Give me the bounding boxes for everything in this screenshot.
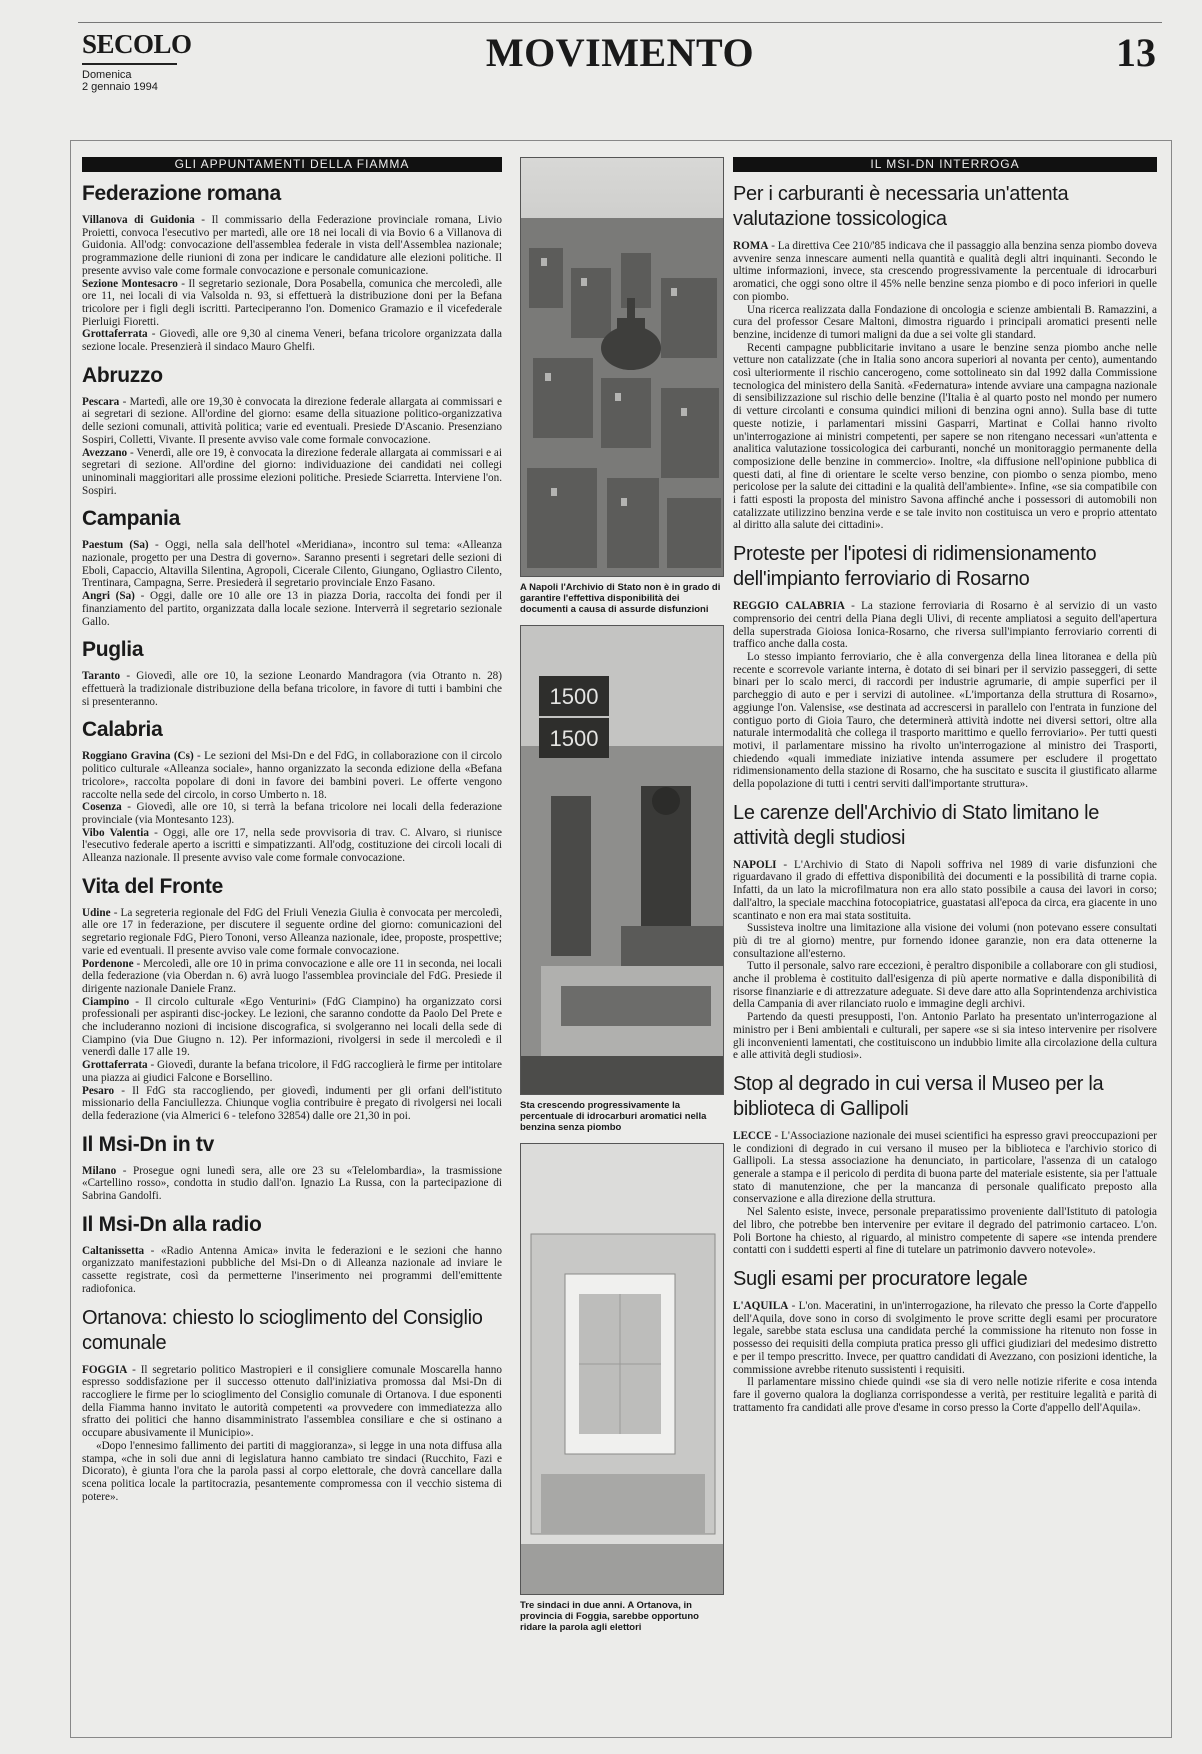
notice-place: Pesaro [82,1084,115,1097]
article-headline: Ortanova: chiesto lo scioglimento del Consiglio comunale [82,1306,483,1354]
notice-item [82,328,502,353]
article-dateline: ROMA [733,240,769,252]
article-dateline: L'AQUILA [733,1300,789,1312]
notice-text: - «Radio Antenna Amica» invita le federazioni e le sezioni che hanno organizzato manifestazioni pubbliche del Msi-Dn o di Alleanza nazionale ad inviare le cassette registrate, così da permetterne l'inserimento nei programmi dell'emittente radiofonica. [82,1244,502,1295]
notice-text: - Martedì, alle ore 19,30 è convocata la direzione federale allargata ai commissari e ai segretari di sezione. All'ordine del giorno: esame della situazione politico-organizzativa delle sezioni comunali, attività politica; varie ed eventuali. Presiede D'Ascanio. Presenziano Sospiri, Colletti, Vivante. Il presente avviso vale come formale convocazione. [82,395,502,446]
price-sign-1: 1500 [549,684,599,709]
notice-place: Grottaferrata [82,328,148,341]
masthead [78,22,1162,93]
column-banner: GLI APPUNTAMENTI DELLA FIAMMA [82,157,502,172]
section-title: MOVIMENTO [485,30,755,75]
section-body [82,670,502,708]
notice-item [82,1245,502,1296]
article-paragraph: Una ricerca realizzata dalla Fondazione di oncologia e scienze ambientali B. Ramazzini, a cura del professor Cesare Maltoni, dimostra riguardo i principali aromatici presenti nelle benzine, incidenze di tumori maligni da due a sei volte gli standard. [733,303,1157,341]
article-paragraph: Recenti campagne pubblicitarie invitano a usare le benzine senza piombo anche nelle vetture non catalizzate (che in Italia sono ancora superiori al novanta per cento), aumentando così ulteriormente il rischio cancerogeno, come sottolineato sin dal 1992 dalla Commissione tecnologica del ministero della Sanità. «Federnatura» intende avviare una campagna nazionale di sensibilizzazione sul rischio delle benzine (l'Italia è al quarto posto nel mondo per numero di vetture circolanti e consuma quindici milioni di benzina ogni anno). Sulla base di tutte queste notizie, i parlamentari missini Gasparri, Martinat e Collai hanno rivolto un'interrogazione ai ministri competenti, per sapere se non ritengano necessari «un'attenta e analitica valutazione tossicologica dei carburanti, nonché un monitoraggio permanente della composizione delle benzine in commercio». Inoltre, «la diffusione nell'opinione pubblica di questi dati, al fine di orientare le scelte verso benzine, con piombo o senza piombo, meno pericolose per la salute dei cittadini e la qualità dell'ambiente». Infine, «se sia compatibile con i fatti esposti la proposta del ministro Savona affinché anche i possessori di automobili non catalizzate utilizzino benzina verde e se tale invito non costituisca un vero e proprio attentato al diritto alla salute dei cittadini». [733,341,1157,532]
article-headline: Sugli esami per procuratore legale [733,1268,1028,1290]
section-heading: Abruzzo [82,363,163,387]
photo-caption: Tre sindaci in due anni. A Ortanova, in provincia di Foggia, sarebbe opportuno ridare la parola agli elettori [520,1600,699,1633]
section-heading: Il Msi-Dn alla radio [82,1212,262,1236]
article-paragraph [733,859,1157,923]
section-federazione-romana [82,182,502,354]
article-paragraph [733,1300,1157,1376]
section-heading: Federazione romana [82,182,281,205]
article-text: - L'Archivio di Stato di Napoli soffriva nel 1989 di varie disfunzioni che riguardavano il grado di effettiva disponibilità dei documenti e la possibilità di trarne copia. Infatti, da un lato la microfilmatura non era allo stato possibile a causa dei lavori in corso; dall'altro, la speciale macchina fotocopiatrice, guastatasi all'epoca da circa, era giacente in uno scantinato e non era mai stata sostituita. [733,858,1157,922]
photo-caption: A Napoli l'Archivio di Stato non è in grado di garantire l'effettiva disponibilità dei documenti a causa di assurde disfunzioni [520,582,721,615]
section-heading: Campania [82,507,180,531]
notice-place: Vibo Valentia [82,826,149,839]
article-paragraph [733,1130,1157,1206]
notice-place: Milano [82,1164,117,1177]
notice-text: - Venerdì, alle ore 19, è convocata la direzione federale allargata ai commissari e ai segretari di sezione. All'ordine del giorno: individuazione dei candidati nei collegi uninominali maggioritari alle prossime elezioni politiche. Presiede Sciarretta. Interviene l'on. Sospiri. [82,446,502,497]
article-headline: Stop al degrado in cui versa il Museo per la biblioteca di Gallipoli [733,1072,1104,1120]
article-paragraph [82,1364,502,1440]
column-interroga [733,157,1157,1737]
section-heading: Vita del Fronte [82,874,223,898]
article-text: - L'on. Maceratini, in un'interrogazione, ha rilevato che presso la Corte d'appello dell'Aquila, dove sono in corso di svolgimento le prove scritte degli esami per procuratore legale, sarebbe stata esclusa una candidata perché la commissione ha ritenuto non fosse in possesso dei requisiti della compiuta pratica presso gli uffici giudiziari del medesimo distretto e per il tempo prescritto. Invece, per quattro candidati di Avezzano, con posizioni identiche, la commissione avrebbe ritenuto sussistenti i requisiti. [733,1300,1157,1376]
notice-text: - Oggi, alle ore 17, nella sede provvisoria di trav. C. Alvaro, si riunisce l'esecutivo federale aperto a iscritti e simpatizzanti. All'odg, costituzione dei circoli locali di Alleanza nazionale. Il presente avviso vale come formale convocazione. [82,826,502,865]
column-appuntamenti [82,157,502,1737]
notice-item [82,278,502,329]
notice-place: Ciampino [82,995,130,1008]
article-paragraph: Tutto il personale, salvo rare eccezioni, è peraltro disponibile a collaborare con gli studiosi, anche il problema è costituito dall'esigenza di più aperte normative e dalla disponibilità di risorse finanziarie e di attrezzature adeguate. Si deve dare atto alla Soprintendenza archivistica della Campania di aver rilanciato ruolo e immagine degli archivi. [733,960,1157,1011]
notice-item [82,827,502,865]
notice-text: - Il segretario sezionale, Dora Posabella, comunica che mercoledì, alle ore 11, nei locali di via Valsolda n. 93, si effettuerà la distribuzione doni per la Befana tricolore per i figli degli iscritti. Parteciperanno l'on. Domenico Gramazio e il vicefederale Pierluigi Fioretti. [82,277,502,328]
notice-item [82,750,502,801]
notice-item [82,801,502,826]
notice-item [82,590,502,628]
cityscape-illustration [521,158,724,576]
notice-item [82,670,502,708]
photo-ortanova-building [520,1143,724,1595]
notice-text: - Il FdG sta raccogliendo, per giovedì, indumenti per gli orfani dell'istituto missionario della Fanciullezza. Chiunque voglia contribuire è pregato di rivolgersi nei locali della federazione (via Almerici 6 - telefono 32854) dalle ore 21,30 in poi. [82,1084,502,1122]
notice-text: - Oggi, nella sala dell'hotel «Meridiana», incontro sul tema: «Alleanza nazionale, progetto per una Destra di governo». Saranno presenti i segretari delle sezioni di Eboli, Capaccio, Altavilla Silentina, Agropoli, Cicerale Cilento, Giungano, Ogliastro Cilento, Trentinara, Campagna, Serre. Presiederà il segretario provinciale Enzo Fasano. [82,539,502,590]
notice-place: Caltanissetta [82,1244,145,1257]
article-text: - La direttiva Cee 210/'85 indicava che il passaggio alla benzina senza piombo doveva avvenire senza innescare aumenti nella quantità e qualità degli altri inquinanti. Secondo le ultime informazioni, invece, sta crescendo progressivamente la percentuale di idrocarburi aromatici, che oggi sono oltre il 45% nelle benzine senza piombo e di poco inferiori in quelle con piombo. [733,240,1157,303]
article-body [733,240,1157,532]
section-calabria [82,718,502,864]
article-dateline: NAPOLI [733,858,777,871]
newspaper-brand: SECOLO [82,29,192,59]
notice-item [82,539,502,590]
section-vita-del-fronte [82,875,502,1123]
section-heading: Calabria [82,718,163,742]
article-headline: Proteste per l'ipotesi di ridimensionamento dell'impianto ferroviario di Rosarno [733,543,1097,591]
article-text: - Il segretario politico Mastropieri e il consigliere comunale Moscarella hanno espresso soddisfazione per il successo ottenuto dall'iniziativa promossa dal Msi-Dn di raccogliere le firme per lo scioglimento del Consiglio comunale di Ortanova. I due esponenti della Fiamma hanno invitato le autorità competenti «a provvedere con immediatezza allo sfratto dei politici che hanno disamministrato l'assemblea consiliare e che si ostinano a occupare abusivamente il Municipio». [82,1363,502,1440]
notice-place: Udine [82,906,111,919]
section-body [82,907,502,1123]
section-body [82,539,502,628]
notice-text: - Oggi, dalle ore 10 alle ore 13 in piazza Doria, raccolta dei fondi per il finanziamento del partito, organizzata dalla locale sezione. Interverrà il segretario sezionale Gallo. [82,590,502,628]
building-illustration [521,1144,724,1594]
notice-place: Grottaferrata [82,1059,148,1072]
photo-fuel-station [520,625,724,1095]
section-puglia [82,638,502,708]
notice-text: - Il commissario della Federazione provinciale romana, Livio Proietti, convoca l'esecutivo per martedì, alle ore 18 nei locali di via Bovio 6 a Villanova di Guidonia. All'odg: convocazione dell'assemblea federale in vista dell'Assemblea nazionale; programmazione delle riunioni di zona per indicare le candidature alle elezioni politiche. Il presente avviso vale come formale convocazione e personale comunicazione. [82,214,502,277]
article-paragraph [733,600,1157,651]
notice-item [82,214,502,278]
notice-text: - Mercoledì, alle ore 10 in prima convocazione e alle ore 11 in seconda, nei locali della federazione (via Oberdan n. 6) avrà luogo l'assemblea provinciale del FdG. Presiede il dirigente nazionale Daniele Franz. [82,957,502,995]
notice-place: Paestum (Sa) [82,539,149,552]
section-body [82,1165,502,1203]
notice-item [82,447,502,498]
article-text: - La stazione ferroviaria di Rosarno è al servizio di un vasto comprensorio dei centri della Piana degli Ulivi, di recente ampliatosi a seguito dell'apertura della superstrada Gioiosa Ionica-Rosarno, che riversa sull'impianto ferroviario correnti di traffico anche dalla costa. [733,600,1157,651]
price-sign-2: 1500 [549,726,599,751]
notice-item [82,907,502,958]
notice-place: Taranto [82,670,121,683]
article-ortanova [82,1306,502,1504]
notice-text: - Le sezioni del Msi-Dn e del FdG, in collaborazione con il circolo politico culturale «Alleanza sociale», hanno organizzato la seconda edizione della «Befana tricolore», raccolta popolare di doni in favore dei bambini poveri. Le offerte vengono raccolte nella sede del circolo, in corso Umberto n. 18. [82,750,502,801]
article-paragraph: Sussisteva inoltre una limitazione alla visione dei volumi (non potevano essere consultati più di tre al giorno) mentre, pur fornendo idonee garanzie, non era data ottenerne la consultazione all'esterno. [733,922,1157,960]
article-paragraph: Nel Salento esiste, invece, personale preparatissimo proveniente dall'Istituto di patologia del libro, che potrebbe ben intervenire per evitare il degrado del patrimonio cartaceo. L'on. Poli Bortone ha chiesto, al riguardo, al ministro competente di sapere «se intenda prendere contatti con i suddetti esperti al fine di tutelare un patrimonio davvero notevole». [733,1206,1157,1257]
photo-naples-cityscape [520,157,724,577]
article-body [733,600,1157,791]
notice-text: - Giovedì, alle ore 9,30 al cinema Veneri, befana tricolore organizzata dalla sezione locale. Presenzierà il sindaco Mauro Ghelfi. [82,328,502,354]
notice-place: Cosenza [82,801,122,814]
page-number: 13 [1116,30,1156,75]
article-paragraph: Lo stesso impianto ferroviario, che è alla convergenza della linea litoranea e della più recente e scorrevole variante interna, è dotato di sei binari per il servizio passeggeri, di sette binari per lo scalo merci, di raccordi per industrie agrumarie, di ampie superfici per il parcheggio di auto e per i servizi di autolinee. «L'importanza della struttura di Rosarno», aggiunge l'on. Valensise, «se destinata ad accrescersi in parallelo con l'entrata in funzione del contiguo porto di Gioia Tauro, che determinerà attività indotte nei diversi settori, oltre alla naturale intermodalità che collega il trasporto marittimo e quello ferroviario». Per tutti questi motivi, il parlamentare missino ha rivolto un'interrogazione al ministro dei Trasporti, chiedendo «quali immediate iniziative intenda assumere per escludere il progettato ridimensionamento della stazione di Rosarno, che ha suscitato e suscita il giustificato allarme della popolazione di tutti i centri serviti dall'importante struttura». [733,650,1157,791]
article-body [733,1300,1157,1414]
notice-item [82,996,502,1060]
article-headline: Per i carburanti è necessaria un'attenta valutazione tossicologica [733,183,1069,230]
notice-place: Angri (Sa) [82,590,135,603]
notice-item [82,1059,502,1084]
article-headline: Le carenze dell'Archivio di Stato limitano le attività degli studiosi [733,801,1100,849]
section-abruzzo [82,364,502,498]
notice-text: - Il circolo culturale «Ego Venturini» (FdG Ciampino) ha organizzato corsi professionali per aspiranti disc-jockey. Le lezioni, che saranno condotte da Paolo Del Prete e che includeranno nozioni di incisione discografica, si svolgeranno nei locali della sede di Ciampino (via Due Giugno n. 12). Per informazioni, rivolgersi in sede il mercoledì e il venerdì dalle 17 alle 19. [82,995,502,1059]
dateline-date: 2 gennaio 1994 [82,81,158,93]
notice-text: - Giovedì, alle ore 10, la sezione Leonardo Mandragora (via Otranto n. 28) effettuerà la tradizionale distribuzione della befana tricolore, in favore di tutti i bambini che si presenteranno. [82,670,502,708]
section-body [82,750,502,864]
section-msi-radio [82,1213,502,1296]
column-photos [520,157,724,1737]
notice-item [82,1165,502,1203]
article-paragraph: Partendo da questi presupposti, l'on. Antonio Parlato ha presentato un'interrogazione al ministro per i Beni ambientali e culturali, per sapere «se si sia inteso intervenire per risolvere gli inconvenienti lamentati, che costituiscono un indubbio limite alla circolazione della cultura e alle attività degli studiosi». [733,1011,1157,1062]
section-body [82,214,502,354]
notice-place: Pordenone [82,957,134,970]
section-campania [82,507,502,628]
article-procuratore [733,1267,1157,1414]
article-paragraph [733,240,1157,304]
notice-text: - Prosegue ogni lunedì sera, alle ore 23 su «Telelombardia», la trasmissione «Cartellino rosso», condotta in studio dall'on. Ignazio La Russa, con la partecipazione di Sabrina Gandolfi. [82,1164,502,1203]
section-msi-tv [82,1133,502,1203]
notice-place: Roggiano Gravina (Cs) [82,750,194,763]
notice-place: Sezione Montesacro [82,277,178,290]
notice-place: Pescara [82,395,120,408]
notice-item [82,396,502,447]
notice-text: - Giovedì, alle ore 10, si terrà la befana tricolore nei locali della federazione provinciale (via Montesanto 123). [82,801,502,826]
notice-place: Villanova di Guidonia [82,214,195,226]
notice-text: - Giovedì, durante la befana tricolore, il FdG raccoglierà le firme per intitolare una piazza ai giudici Falcone e Borsellino. [82,1059,502,1084]
notice-text: - La segreteria regionale del FdG del Friuli Venezia Giulia è convocata per mercoledì, alle ore 17 in federazione, per discutere il seguente ordine del giorno: comunicazioni del segretario regionale FdG, Piero Tononi, verso Alleanza nazionale, idee, proposte, prospettive; varie ed eventuali. Il presente avviso vale come formale convocazione. [82,906,502,957]
article-body [733,859,1157,1062]
section-body [82,396,502,498]
notice-item [82,1085,502,1123]
column-banner: IL MSI-DN INTERROGA [733,157,1157,172]
article-dateline: REGGIO CALABRIA [733,600,845,613]
fuel-station-illustration [521,626,724,1094]
section-heading: Il Msi-Dn in tv [82,1132,215,1156]
photo-caption: Sta crescendo progressivamente la percentuale di idrocarburi aromatici nella benzina senza piombo [520,1100,707,1133]
article-body [733,1130,1157,1257]
article-archivio [733,801,1157,1062]
notice-item [82,958,502,996]
article-body [82,1364,502,1504]
article-dateline: FOGGIA [82,1363,128,1376]
article-gallipoli [733,1072,1157,1257]
article-paragraph: Il parlamentare missino chiede quindi «se sia di vero nelle notizie riferite e cosa intenda fare il governo qualora la doglianza corrispondesse a verità, per restituire legalità e parità di trattamento fra candidati alle prove d'esame in corso presso la Corte d'appello dell'Aquila». [733,1376,1157,1414]
article-dateline: LECCE [733,1129,772,1142]
notice-place: Avezzano [82,446,128,459]
section-heading: Puglia [82,638,144,662]
article-carburanti [733,182,1157,532]
article-rosarno [733,542,1157,791]
dateline-day: Domenica [82,69,132,81]
article-text: - L'Associazione nazionale dei musei scientifici ha espresso gravi preoccupazioni per le condizioni di degrado in cui versano il museo per la biblioteca e l'archivio storico di Gallipoli. La stessa associazione ha denunciato, in particolare, l'assenza di un catalogo generale a stampa e il pericolo di perdita di buona parte del materiale esistente, sia per l'attuale stato di manutenzione, che per la mancanza di personale qualificato preposto alla conservazione e alla direzione della struttura. [733,1129,1157,1206]
section-body [82,1245,502,1296]
article-paragraph: «Dopo l'ennesimo fallimento dei partiti di maggioranza», si legge in una nota diffusa alla stampa, «che in soli due anni di legislatura hanno cambiato tre sindaci (Rucchito, Fazi e Dicorato), è giunta l'ora che la parola passi al corpo elettorale, che dovrà cancellare dalla scena politica locale la partitocrazia, pesantemente compromessa con il vecchio sistema di potere». [82,1439,502,1503]
